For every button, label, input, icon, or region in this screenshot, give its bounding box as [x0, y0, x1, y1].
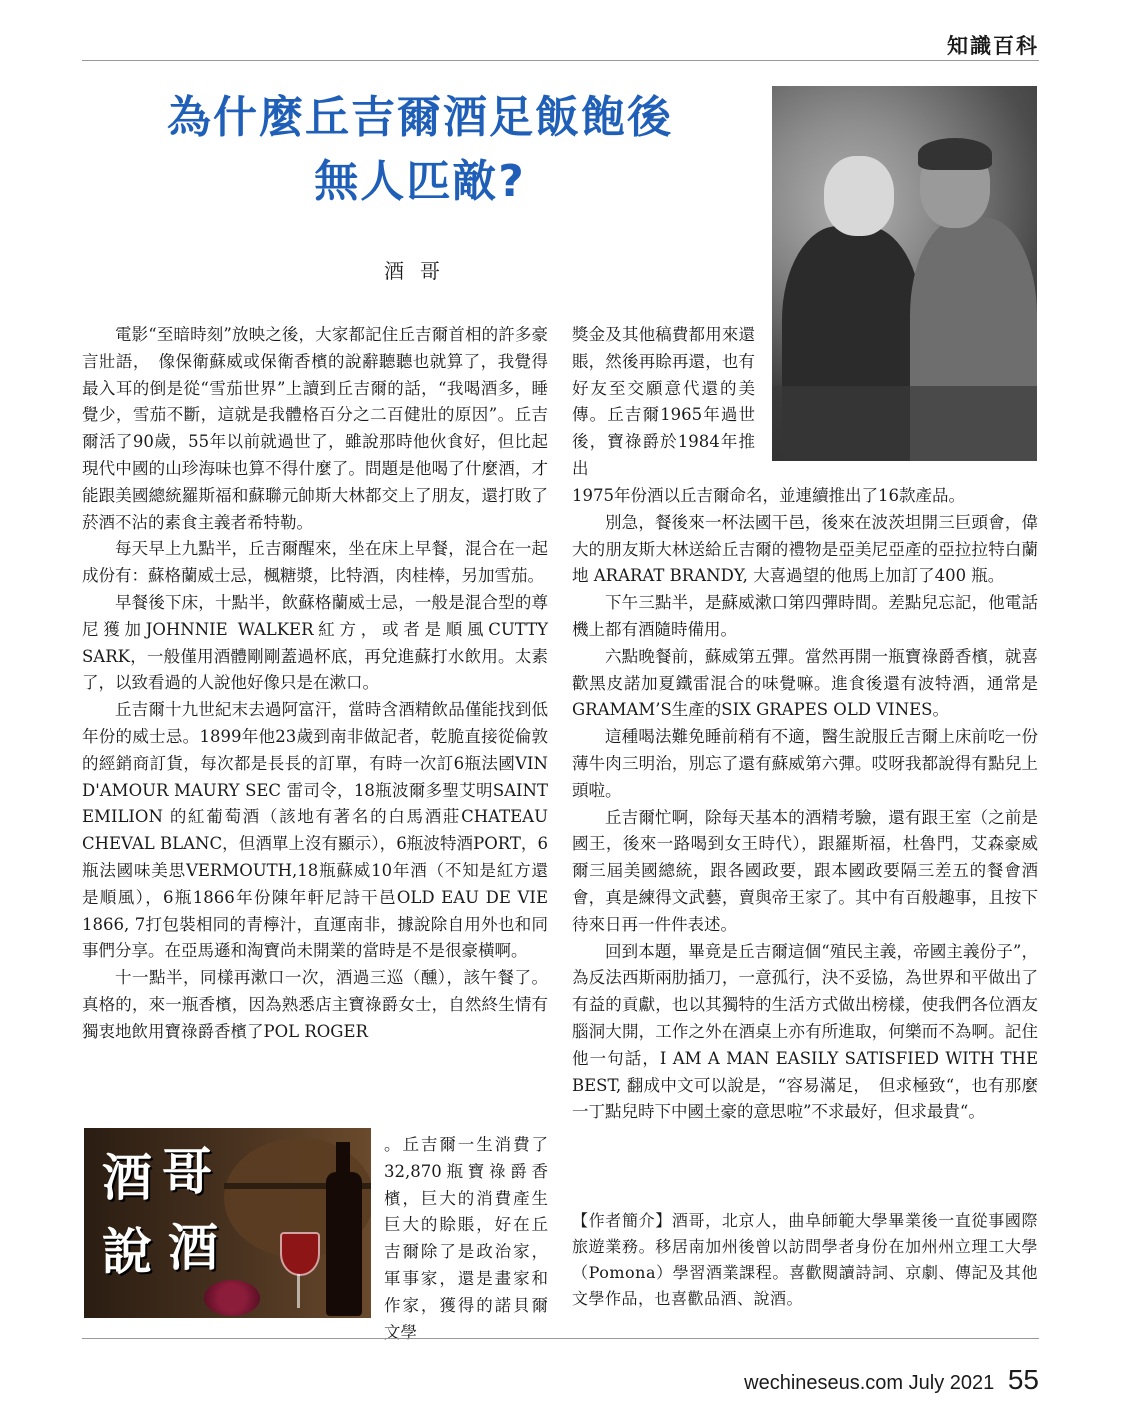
wine-bottle-graphic [326, 1172, 362, 1316]
title-line-1: 為什麼丘吉爾酒足飯飽後 [167, 92, 673, 143]
body-column-left-wrap [384, 1132, 548, 1346]
paragraph: 十一點半，同樣再漱口一次，酒過三巡（醺），該午餐了。真格的，來一瓶香檳，因為熟悉店主寶祿爵女士，自然終生情有獨衷地飲用寶祿爵香檳了POL ROGER [82, 968, 548, 1041]
logo-char: 酒 [168, 1218, 218, 1277]
paragraph: 下午三點半，是蘇威漱口第四彈時間。差點兒忘記，他電話機上都有酒隨時備用。 [572, 593, 1038, 639]
paragraph: 1975年份酒以丘吉爾命名，並連續推出了16款產品。 [572, 486, 965, 505]
author-bio: 【作者簡介】酒哥，北京人，曲阜師範大學畢業後一直從事國際旅遊業務。移居南加州後曾以訪問學者身份在加州州立理工大學（Pomona）學習酒業課程。喜歡閱讀詩詞、京劇、傳記及其他文學作品，也喜歡品酒、說酒。 [572, 1211, 1038, 1308]
logo-char: 哥 [162, 1142, 212, 1201]
article-author: 酒哥 [384, 259, 456, 283]
footer-site: wechineseus.com [744, 1372, 904, 1394]
paragraph: 獎金及其他稿費都用來還賬，然後再賒再還，也有好友至交願意代還的美傳。丘吉爾1965年過世後，寶祿爵於1984年推出 [572, 325, 755, 478]
logo-char: 酒 [102, 1148, 152, 1207]
wine-glass-graphic [280, 1232, 320, 1276]
photo-sofa [772, 386, 1037, 461]
paragraph: 別急，餐後來一杯法國干邑，後來在波茨坦開三巨頭會，偉大的朋友斯大林送給丘吉爾的禮物是亞美尼亞產的亞拉拉特白蘭地 ARARAT BRANDY, 大喜過望的他馬上加訂了400 瓶。 [572, 512, 1038, 586]
paragraph: 。丘吉爾一生消費了32,870瓶寶祿爵香檳，巨大的消費產生巨大的賒賬，好在丘吉爾除了是政治家，軍事家，還是畫家和作家，獲得的諾貝爾文學 [384, 1135, 548, 1342]
page-footer [744, 1364, 1039, 1396]
body-column-right [572, 483, 1038, 1126]
body-column-right-wrap [572, 322, 755, 483]
paragraph: 這種喝法難免睡前稍有不適，醫生說服丘吉爾上床前吃一份薄牛肉三明治，別忘了還有蘇威第六彈。哎呀我都說得有點兒上頭啦。 [572, 727, 1038, 800]
paragraph: 早餐後下床，十點半，飲蘇格蘭威士忌，一般是混合型的尊尼獲加JOHNNIE WALKER紅方，或者是順風CUTTY SARK，一般僅用酒體剛剛蓋過杯底，再兌進蘇打水飲用。太素了，以致看過的人說他好像只是在漱口。 [82, 592, 548, 693]
body-column-left [82, 322, 548, 1046]
column-logo-image [84, 1128, 371, 1318]
paragraph: 丘吉爾忙啊，除每天基本的酒精考驗，還有跟王室（之前是國王，後來一路喝到女王時代），跟羅斯福，杜魯門，艾森豪威爾三屆美國總統，跟各國政要，跟本國政要隔三差五的餐會酒會，真是練得文武藝，賣與帝王家了。其中有百般趣事，且按下待來日再一件件表述。 [572, 807, 1038, 934]
grapes-graphic [204, 1280, 260, 1316]
photo-hair-right [918, 138, 992, 170]
photo-head-left [824, 156, 894, 236]
footer-date: July 2021 [908, 1372, 995, 1394]
top-divider [82, 60, 1039, 61]
wine-glass-stem [297, 1274, 300, 1308]
article-title [100, 86, 740, 214]
paragraph: 每天早上九點半，丘吉爾醒來，坐在床上早餐，混合在一起成份有：蘇格蘭威士忌，楓糖漿，比特酒，肉桂棒，另加雪茄。 [82, 539, 548, 586]
title-line-2: 無人匹敵? [314, 156, 526, 207]
section-label: 知識百科 [947, 33, 1039, 58]
paragraph: 丘吉爾十九世紀末去過阿富汗，當時含酒精飲品僅能找到低年份的威士忌。1899年他23歲到南非做記者，乾脆直接從倫敦的經銷商訂貨，每次都是長長的訂單，有時一次訂6瓶法國VIN D'AMOUR MAURY SEC 雷司令，18瓶波爾多聖艾明SAINT EMILION 的紅葡萄酒（該地有著名的白馬酒莊CHATEAU CHEVAL BLANC，但酒單上沒有顯示），6瓶波特酒PORT，6瓶法國味美思VERMOUTH,18瓶蘇威10年酒（不知是紅方還是順風），6瓶1866年份陳年軒尼詩干邑OLD EAU DE VIE 1866, 7打包裝相同的青檸汁，直運南非，據說除自用外也和同事們分享。在亞馬遜和淘寶尚未開業的當時是不是很豪橫啊。 [82, 700, 548, 961]
logo-char: 說 [102, 1222, 152, 1281]
historical-photo [772, 86, 1037, 461]
page-number: 55 [1007, 1364, 1039, 1395]
paragraph: 回到本題，畢竟是丘吉爾這個“殖民主義，帝國主義份子”，為反法西斯兩肋插刀，一意孤行，決不妥協，為世界和平做出了有益的貢獻，也以其獨特的生活方式做出榜樣，使我們各位酒友腦洞大開，工作之外在酒桌上亦有所進取，何樂而不為啊。記住他一句話，I AM A MAN EASILY SATISFIED WITH THE BEST, 翻成中文可以說是，“容易滿足， 但求極致“，也有那麼一丁點兒時下中國土豪的意思啦”不求最好，但求最貴“。 [572, 941, 1038, 1122]
bottom-divider [82, 1338, 1039, 1339]
paragraph: 六點晚餐前，蘇威第五彈。當然再開一瓶寶祿爵香檳，就喜歡黑皮諾加夏鐵雷混合的味覺嘛。進食後還有波特酒，通常是GRAMAM’S生產的SIX GRAPES OLD VINES。 [572, 646, 1038, 720]
paragraph: 電影“至暗時刻”放映之後，大家都記住丘吉爾首相的許多豪言壯語， 像保衛蘇威或保衛香檳的說辭聽聽也就算了，我覺得最入耳的倒是從“雪茄世界”上讀到丘吉爾的話，“我喝酒多，睡覺少，雪茄不斷，這就是我體格百分之二百健壯的原因”。丘吉爾活了90歲，55年以前就過世了，雖說那時他伙食好，但比起現代中國的山珍海味也算不得什麼了。問題是他喝了什麼酒，才能跟美國總統羅斯福和蘇聯元帥斯大林都交上了朋友，還打敗了菸酒不沾的素食主義者希特勒。 [82, 325, 548, 532]
